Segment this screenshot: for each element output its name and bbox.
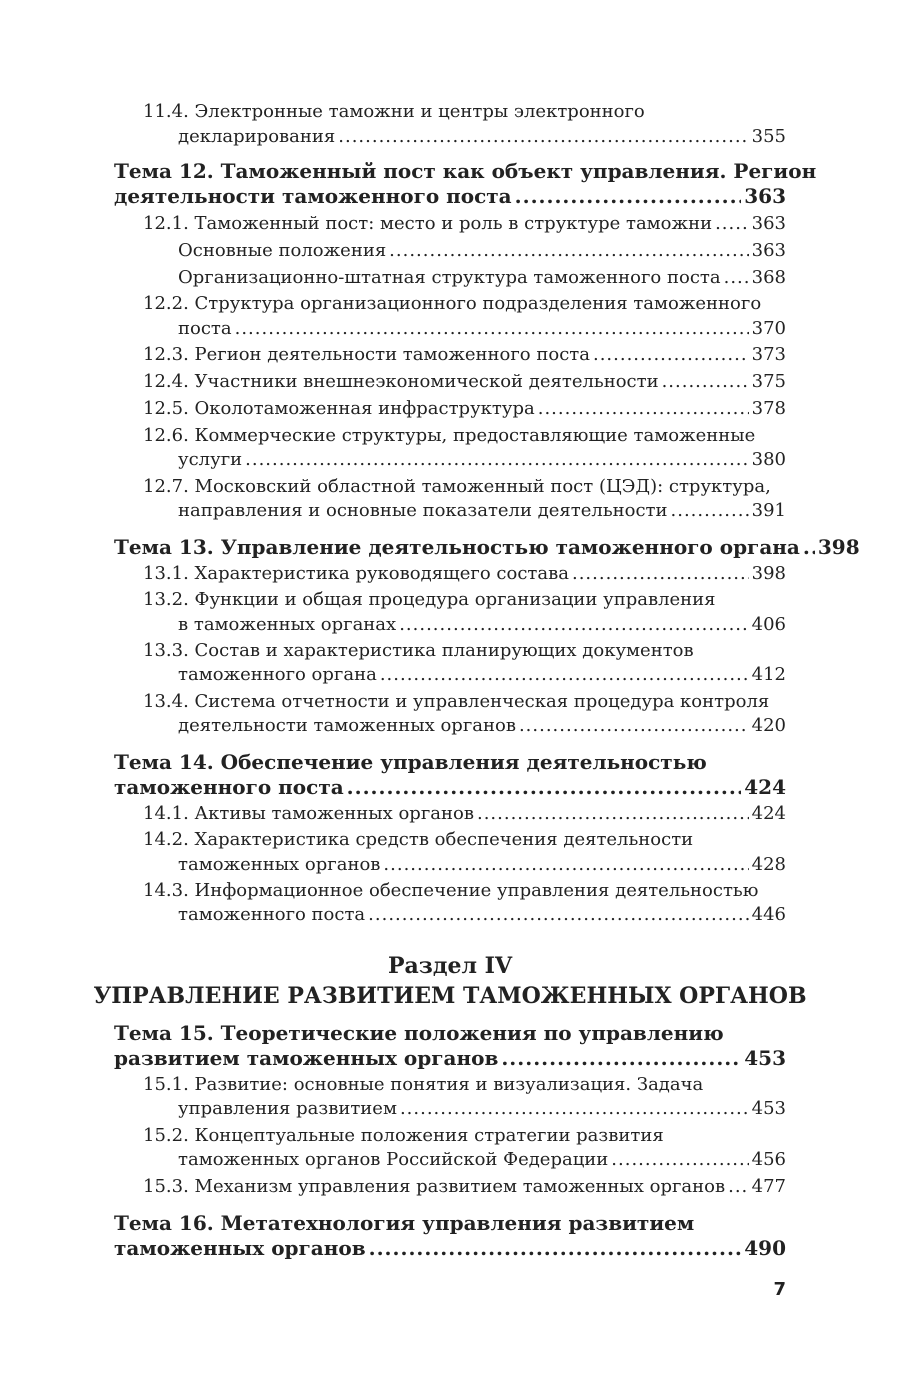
toc-entry-12-1-b xyxy=(178,266,786,290)
entry-title: 14.3. Информационное обеспечение управления деятельностью xyxy=(143,880,759,901)
page-ref: 355 xyxy=(751,126,786,147)
section-title-text: УПРАВЛЕНИЕ РАЗВИТИЕМ ТАМОЖЕННЫХ ОРГАНОВ xyxy=(93,983,807,1009)
toc-entry-12-3 xyxy=(143,343,786,367)
toc-entry-13-1 xyxy=(143,562,786,586)
page-ref: 424 xyxy=(744,775,786,799)
dot-leader xyxy=(572,562,749,586)
dot-leader xyxy=(715,212,749,236)
page-ref: 375 xyxy=(751,371,786,392)
toc-entry-14-3 xyxy=(143,879,758,903)
entry-title: 15.1. Развитие: основные понятия и визуализация. Задача xyxy=(143,1074,704,1095)
page-ref: 428 xyxy=(751,854,786,875)
dot-leader xyxy=(338,125,748,149)
toc-entry-11-4 xyxy=(143,100,645,124)
entry-title: 14.1. Активы таможенных органов xyxy=(143,803,474,824)
toc-theme-12 xyxy=(114,158,816,184)
dot-leader xyxy=(380,663,749,687)
dot-leader xyxy=(245,448,749,472)
toc-entry-13-4-cont xyxy=(178,714,786,738)
dot-leader xyxy=(400,1097,749,1121)
toc-theme-12-cont xyxy=(114,183,786,209)
dot-leader xyxy=(671,499,749,523)
section-number-text: Раздел IV xyxy=(387,953,513,979)
dot-leader xyxy=(235,317,749,341)
entry-title: Основные положения xyxy=(178,240,387,261)
dot-leader xyxy=(347,774,742,800)
theme-title: таможенных органов xyxy=(114,1236,366,1260)
toc-entry-15-1-cont xyxy=(178,1097,786,1121)
page-ref: 453 xyxy=(744,1046,786,1070)
page-ref: 363 xyxy=(744,184,786,208)
entry-title: таможенного органа xyxy=(178,664,377,685)
toc-theme-16-cont xyxy=(114,1235,786,1261)
toc-entry-12-1 xyxy=(143,212,786,236)
dot-leader xyxy=(662,370,749,394)
toc-entry-12-2-cont xyxy=(178,317,786,341)
toc-entry-14-2-cont xyxy=(178,853,786,877)
page-ref: 373 xyxy=(751,344,786,365)
toc-entry-13-2-cont xyxy=(178,613,786,637)
entry-title: 11.4. Электронные таможни и центры электронного xyxy=(143,101,645,122)
page-ref: 368 xyxy=(751,267,786,288)
theme-title: Тема 15. Теоретические положения по управлению xyxy=(114,1021,724,1045)
theme-title: Тема 13. Управление деятельностью таможенного органа xyxy=(114,535,800,559)
dot-leader xyxy=(383,853,748,877)
page-ref: 378 xyxy=(751,398,786,419)
toc-entry-15-1 xyxy=(143,1073,703,1097)
toc-entry-12-7 xyxy=(143,475,771,499)
dot-leader xyxy=(538,397,749,421)
toc-entry-12-2 xyxy=(143,292,761,316)
page-ref: 456 xyxy=(751,1149,786,1170)
entry-title: 14.2. Характеристика средств обеспечения деятельности xyxy=(143,829,694,850)
toc-entry-11-4-cont xyxy=(178,125,786,149)
entry-title: 12.1. Таможенный пост: место и роль в структуре таможни xyxy=(143,213,713,234)
entry-title: 13.3. Состав и характеристика планирующих документов xyxy=(143,640,694,661)
entry-title: в таможенных органах xyxy=(178,614,397,635)
page-ref: 477 xyxy=(751,1176,786,1197)
entry-title: направления и основные показатели деятельности xyxy=(178,500,668,521)
entry-title: 12.7. Московский областной таможенный пост (ЦЭД): структура, xyxy=(143,476,771,497)
page-ref: 363 xyxy=(751,213,786,234)
toc-entry-12-7-cont xyxy=(178,499,786,523)
dot-leader xyxy=(368,903,748,927)
page-ref: 406 xyxy=(751,614,786,635)
toc-entry-14-1 xyxy=(143,802,786,826)
entry-title: таможенных органов Российской Федерации xyxy=(178,1149,609,1170)
dot-leader xyxy=(803,534,815,560)
page-ref: 380 xyxy=(751,449,786,470)
page-number: 7 xyxy=(773,1279,786,1300)
toc-entry-12-6 xyxy=(143,424,755,448)
entry-title: услуги xyxy=(178,449,243,470)
dot-leader xyxy=(519,714,749,738)
theme-title: Тема 14. Обеспечение управления деятельностью xyxy=(114,750,707,774)
toc-entry-13-2 xyxy=(143,588,716,612)
entry-title: 12.4. Участники внешнеэкономической деятельности xyxy=(143,371,659,392)
page-ref: 398 xyxy=(751,563,786,584)
dot-leader xyxy=(389,239,748,263)
toc-entry-12-5 xyxy=(143,397,786,421)
entry-title: 13.1. Характеристика руководящего состава xyxy=(143,563,569,584)
dot-leader xyxy=(515,183,742,209)
dot-leader xyxy=(728,1175,749,1199)
entry-title: декларирования xyxy=(178,126,336,147)
page-ref: 412 xyxy=(751,664,786,685)
toc-entry-13-3-cont xyxy=(178,663,786,687)
toc-theme-15-cont xyxy=(114,1045,786,1071)
theme-title: таможенного поста xyxy=(114,775,344,799)
entry-title: 13.4. Система отчетности и управленческая процедура контроля xyxy=(143,691,770,712)
dot-leader xyxy=(477,802,749,826)
section-number xyxy=(100,952,800,980)
toc-entry-13-3 xyxy=(143,639,694,663)
toc-theme-16 xyxy=(114,1210,694,1236)
theme-title: Тема 12. Таможенный пост как объект управления. Регион xyxy=(114,159,817,183)
page-ref: 490 xyxy=(744,1236,786,1260)
entry-title: 13.2. Функции и общая процедура организации управления xyxy=(143,589,716,610)
page-ref: 398 xyxy=(817,535,860,559)
toc-theme-13 xyxy=(114,534,860,560)
entry-title: 15.3. Механизм управления развитием таможенных органов xyxy=(143,1176,726,1197)
toc-theme-14-cont xyxy=(114,774,786,800)
toc-entry-12-4 xyxy=(143,370,786,394)
page-ref: 420 xyxy=(751,715,786,736)
dot-leader xyxy=(399,613,748,637)
page-ref: 424 xyxy=(751,803,786,824)
entry-title: деятельности таможенных органов xyxy=(178,715,516,736)
entry-title: 12.5. Околотаможенная инфраструктура xyxy=(143,398,535,419)
section-title xyxy=(93,982,807,1010)
entry-title: 12.6. Коммерческие структуры, предоставляющие таможенные xyxy=(143,425,756,446)
toc-entry-14-2 xyxy=(143,828,693,852)
page-ref: 446 xyxy=(751,904,786,925)
theme-title: деятельности таможенного поста xyxy=(114,184,512,208)
toc-entry-14-3-cont xyxy=(178,903,786,927)
entry-title: управления развитием xyxy=(178,1098,397,1119)
page-ref: 370 xyxy=(751,318,786,339)
toc-entry-15-2 xyxy=(143,1124,664,1148)
entry-title: 15.2. Концептуальные положения стратегии развития xyxy=(143,1125,664,1146)
toc-entry-12-1-a xyxy=(178,239,786,263)
dot-leader xyxy=(724,266,749,290)
toc-entry-12-6-cont xyxy=(178,448,786,472)
theme-title: развитием таможенных органов xyxy=(114,1046,499,1070)
toc-theme-15 xyxy=(114,1020,724,1046)
toc-entry-15-2-cont xyxy=(178,1148,786,1172)
entry-title: 12.2. Структура организационного подразделения таможенного xyxy=(143,293,762,314)
entry-title: таможенных органов xyxy=(178,854,381,875)
dot-leader xyxy=(501,1045,741,1071)
theme-title: Тема 16. Метатехнология управления развитием xyxy=(114,1211,695,1235)
entry-title: Организационно-штатная структура таможенного поста xyxy=(178,267,721,288)
page-ref: 391 xyxy=(751,500,786,521)
page-ref: 363 xyxy=(751,240,786,261)
dot-leader xyxy=(369,1235,742,1261)
toc-entry-13-4 xyxy=(143,690,769,714)
toc-entry-15-3 xyxy=(143,1175,786,1199)
toc-theme-14 xyxy=(114,749,707,775)
entry-title: таможенного поста xyxy=(178,904,366,925)
dot-leader xyxy=(593,343,749,367)
dot-leader xyxy=(611,1148,748,1172)
entry-title: поста xyxy=(178,318,232,339)
entry-title: 12.3. Регион деятельности таможенного поста xyxy=(143,344,590,365)
page-ref: 453 xyxy=(751,1098,786,1119)
